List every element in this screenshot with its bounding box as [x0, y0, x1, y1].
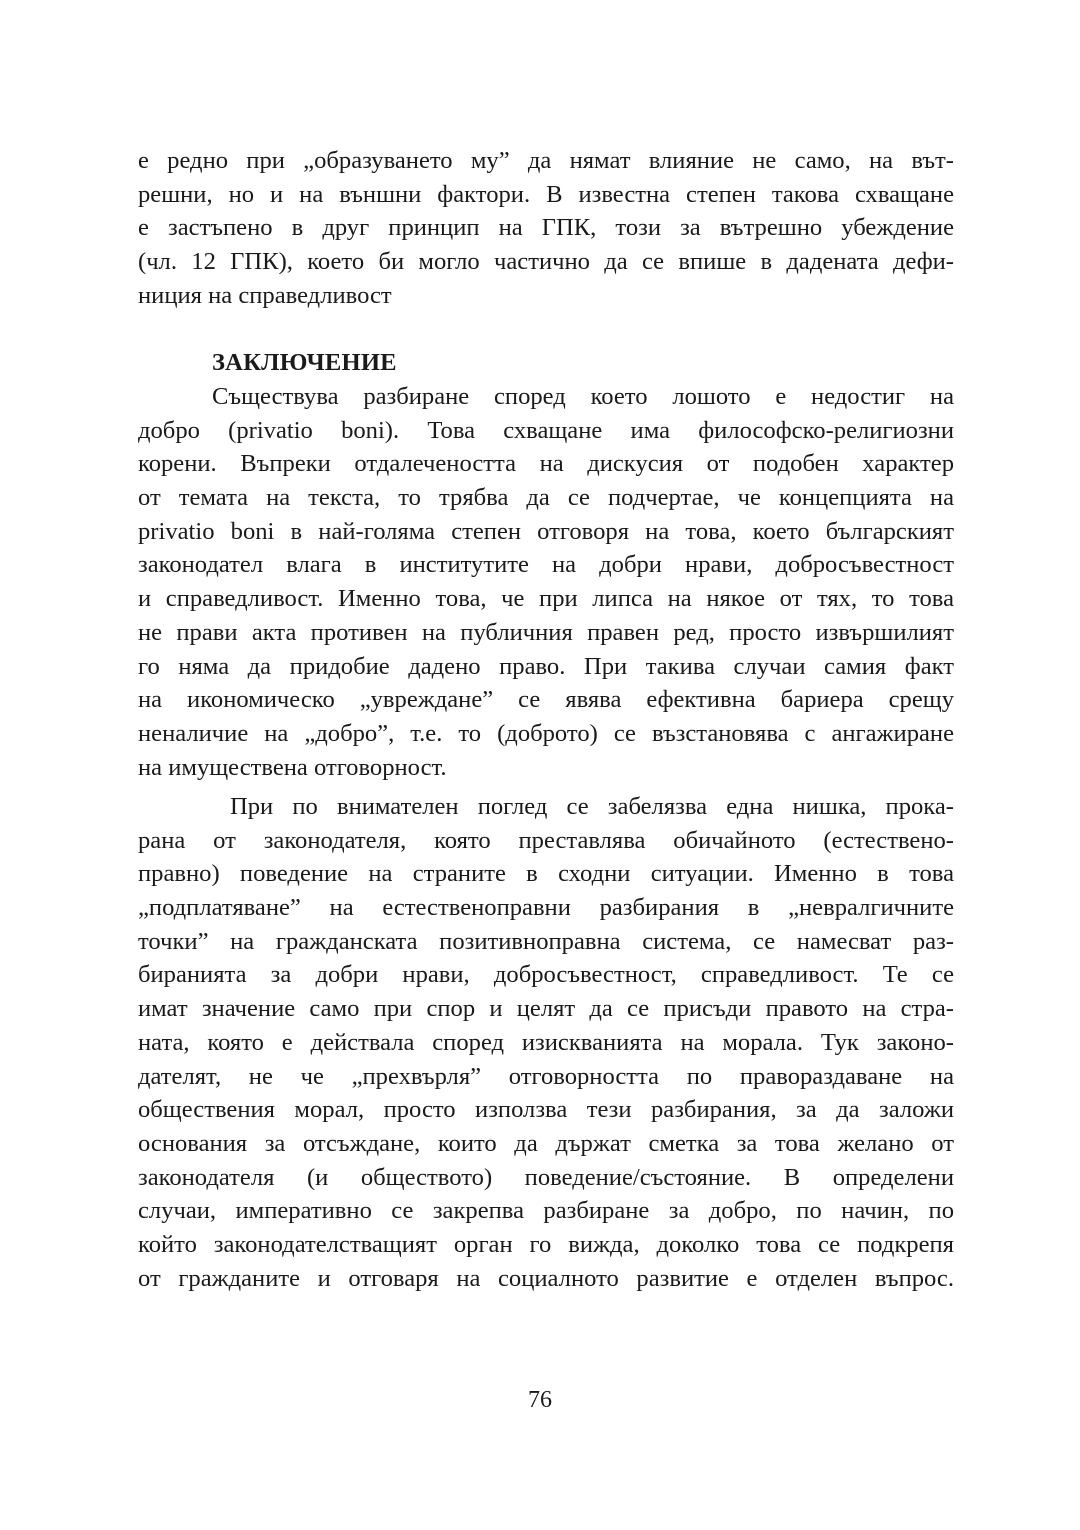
- text-line: на имуществена отговорност.: [138, 753, 447, 781]
- text-line: обществения морал, просто използва тези разбирания, за да заложи: [138, 1096, 954, 1124]
- section-heading: ЗАКЛЮЧЕНИЕ: [212, 349, 397, 376]
- text-line: от темата на текста, то трябва да се подчертае, че концепцията на: [138, 484, 954, 512]
- text-line: неналичие на „добро”, т.е. то (доброто) се възстановява с ангажиране: [138, 719, 954, 747]
- text-line: ниция на справедливост: [138, 281, 392, 309]
- text-line: е редно при „образуването му” да нямат влияние не само, на вът-: [138, 147, 954, 174]
- text-line: случаи, императивно се закрепва разбиране за добро, по начин, по: [138, 1197, 954, 1225]
- text-line: решни, но и на външни фактори. В известна степен такова схващане: [138, 180, 954, 208]
- text-line: правно) поведение на страните в сходни ситуации. Именно в това: [138, 860, 954, 888]
- text-line: и справедливост. Именно това, че при липса на някое от тях, то това: [138, 585, 954, 613]
- text-line: При по внимателен поглед се забелязва една нишка, прока-: [230, 793, 954, 820]
- text-line: дателят, не че „прехвърля” отговорността по правораздаване на: [138, 1062, 954, 1090]
- text-line: основания за отсъждане, които да държат сметка за това желано от: [138, 1129, 954, 1157]
- text-line: Съществува разбиране според което лошото е недостиг на: [212, 383, 954, 410]
- text-line: е застъпено в друг принцип на ГПК, този за вътрешно убеждение: [138, 214, 954, 242]
- text-line: го няма да придобие дадено право. При такива случаи самия факт: [138, 652, 954, 680]
- final-paragraph: [138, 790, 954, 1295]
- text-line: точки” на гражданската позитивноправна система, се намесват раз-: [138, 927, 954, 955]
- text-line: добро (privatio boni). Това схващане има философско-религиозни: [138, 416, 954, 444]
- text-line: на икономическо „увреждане” се явява ефективна бариера срещу: [138, 686, 954, 714]
- text-line: privatio boni в най-голяма степен отговоря на това, което българският: [138, 517, 954, 545]
- text-line: „подплатяване” на естественоправни разбирания в „невралгичните: [138, 894, 954, 922]
- text-line: законодател влага в институтите на добри нрави, добросъвестност: [138, 551, 954, 579]
- page-number: 76: [528, 1387, 552, 1413]
- text-line: от гражданите и отговаря на социалното развитие е отделен въпрос.: [138, 1264, 954, 1292]
- text-line: законодателя (и обществото) поведение/състояние. В определени: [138, 1163, 954, 1191]
- conclusion-paragraph: [138, 380, 954, 784]
- text-line: не прави акта противен на публичния правен ред, просто извършилият: [138, 618, 954, 646]
- text-line: (чл. 12 ГПК), което би могло частично да се впише в дадената дефи-: [138, 248, 954, 276]
- text-line: имат значение само при спор и целят да се присъди правото на стра-: [138, 995, 954, 1023]
- text-line: биранията за добри нрави, добросъвестност, справедливост. Те се: [138, 961, 954, 989]
- text-line: който законодателстващият орган го вижда, доколко това се подкрепя: [138, 1230, 954, 1258]
- text-line: рана от законодателя, която преставлява обичайното (естествено-: [138, 826, 954, 854]
- intro-paragraph: [138, 144, 954, 312]
- text-line: ната, която е действала според изискванията на морала. Тук законо-: [138, 1028, 954, 1056]
- text-line: корени. Въпреки отдалечеността на дискусия от подобен характер: [138, 450, 954, 478]
